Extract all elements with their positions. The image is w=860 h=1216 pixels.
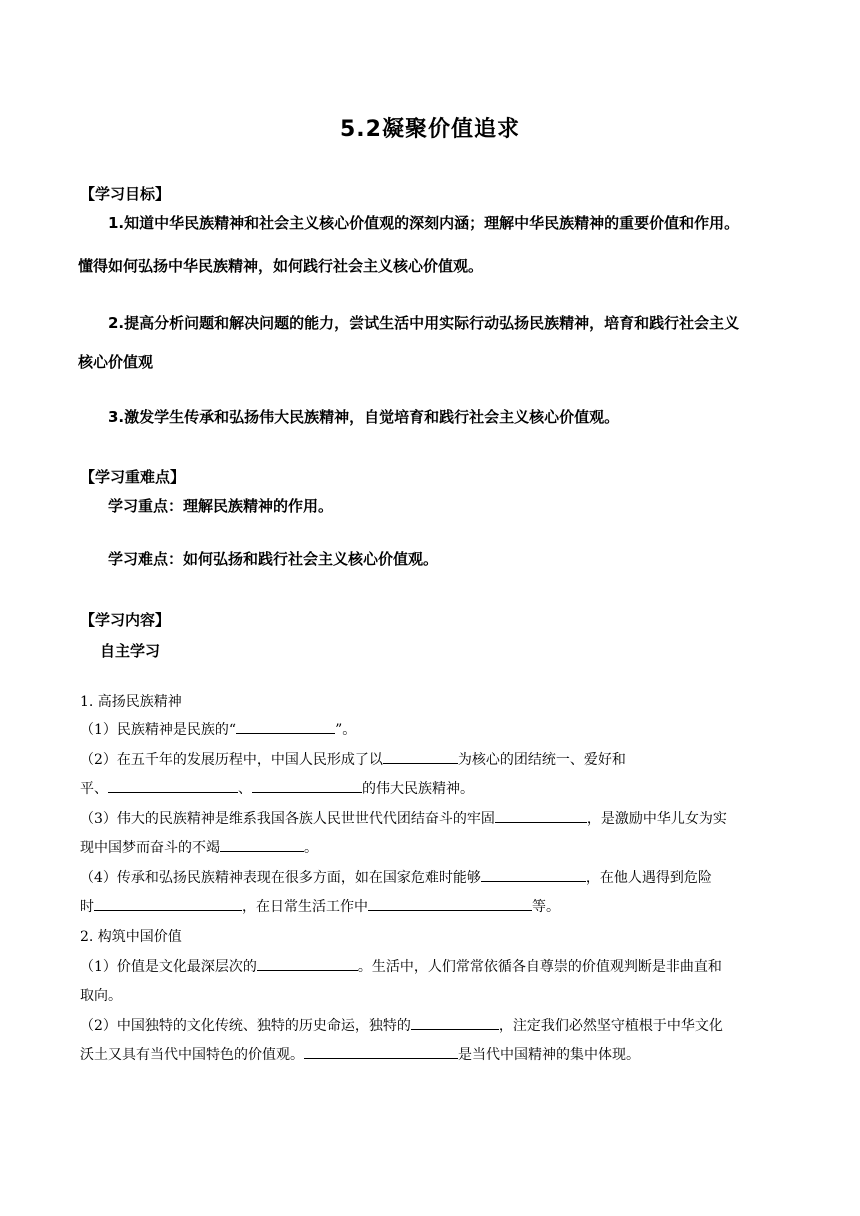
answer-blank[interactable]	[94, 897, 242, 911]
answer-blank[interactable]	[257, 957, 358, 971]
point-2-text-d: 是当代中国精神的集中体现。	[458, 1047, 640, 1063]
question-2-text-b: 为核心的团结统一、爱好和	[457, 752, 626, 768]
question-2-text-e: 的伟大民族精神。	[362, 781, 474, 797]
answer-blank[interactable]	[236, 720, 335, 734]
question-2-line-2	[80, 779, 474, 799]
question-3-text-c: 现中国梦而奋斗的不竭	[80, 840, 220, 856]
point-2-text-b: ，注定我们必然坚守植根于中华文化	[498, 1018, 723, 1034]
goal-2-line-1: 2.提高分析问题和解决问题的能力，尝试生活中用实际行动弘扬民族精神，培育和践行社会主义	[108, 314, 740, 332]
question-1-line	[80, 720, 356, 740]
answer-blank[interactable]	[481, 868, 586, 882]
question-4-text-e: 等。	[532, 899, 560, 915]
question-3-text-a: （3）伟大的民族精神是维系我国各族人民世世代代团结奋斗的牢固	[80, 811, 495, 827]
point-2-line-1	[80, 1016, 723, 1036]
answer-blank[interactable]	[220, 838, 304, 852]
point-2-text-a: （2）中国独特的文化传统、独特的历史命运，独特的	[80, 1018, 411, 1034]
question-2-text-d: 、	[238, 781, 252, 797]
answer-blank[interactable]	[411, 1016, 499, 1030]
question-3-line-1	[80, 809, 727, 829]
point-2-text-c: 沃土又具有当代中国特色的价值观。	[80, 1047, 304, 1063]
section-2-title: 2. 构筑中国价值	[80, 929, 182, 945]
self-study-heading: 自主学习	[100, 642, 161, 660]
goal-2-line-2: 核心价值观	[78, 353, 154, 371]
question-4-text-a: （4）传承和弘扬民族精神表现在很多方面，如在国家危难时能够	[80, 870, 481, 886]
question-1-text-a: （1）民族精神是民族的“	[80, 722, 237, 738]
question-4-line-1	[80, 868, 712, 888]
section-1-title: 1. 高扬民族精神	[80, 694, 182, 710]
question-4-text-c: 时	[80, 899, 94, 915]
goal-1-line-2: 懂得如何弘扬中华民族精神，如何践行社会主义核心价值观。	[78, 257, 484, 275]
difficulty-text: 学习难点：如何弘扬和践行社会主义核心价值观。	[108, 550, 439, 568]
point-1-line-1	[80, 957, 722, 977]
goal-3-line-1: 3.激发学生传承和弘扬伟大民族精神，自觉培育和践行社会主义核心价值观。	[108, 408, 620, 426]
question-1-text-b: ”。	[335, 722, 357, 738]
question-2-text-c: 平、	[80, 781, 108, 797]
question-2-text-a: （2）在五千年的发展历程中，中国人民形成了以	[80, 752, 383, 768]
answer-blank[interactable]	[304, 1045, 458, 1059]
goal-1-line-1: 1.知道中华民族精神和社会主义核心价值观的深刻内涵；理解中华民族精神的重要价值和作用。	[108, 214, 740, 232]
answer-blank[interactable]	[495, 809, 587, 823]
question-4-text-b: ，在他人遇得到危险	[585, 870, 712, 886]
question-3-text-d: 。	[304, 840, 318, 856]
goals-heading: 【学习目标】	[80, 185, 171, 203]
question-2-line-1	[80, 750, 626, 770]
answer-blank[interactable]	[383, 750, 458, 764]
question-3-line-2	[80, 838, 318, 858]
answer-blank[interactable]	[368, 897, 532, 911]
question-4-line-2	[80, 897, 560, 917]
answer-blank[interactable]	[108, 779, 238, 793]
point-1-text-b: 。生活中，人们常常依循各自尊崇的价值观判断是非曲直和	[357, 959, 722, 975]
key-points-heading: 【学习重难点】	[80, 468, 186, 486]
question-4-text-d: ，在日常生活工作中	[242, 899, 368, 915]
answer-blank[interactable]	[252, 779, 362, 793]
point-1-text-a: （1）价值是文化最深层次的	[80, 959, 257, 975]
point-1-line-2: 取向。	[80, 988, 122, 1004]
page-title: 5.2凝聚价值追求	[340, 117, 520, 142]
point-2-line-2	[80, 1045, 640, 1065]
question-3-text-b: ，是激励中华儿女为实	[586, 811, 727, 827]
content-heading: 【学习内容】	[80, 611, 171, 629]
focus-text: 学习重点：理解民族精神的作用。	[108, 497, 334, 515]
